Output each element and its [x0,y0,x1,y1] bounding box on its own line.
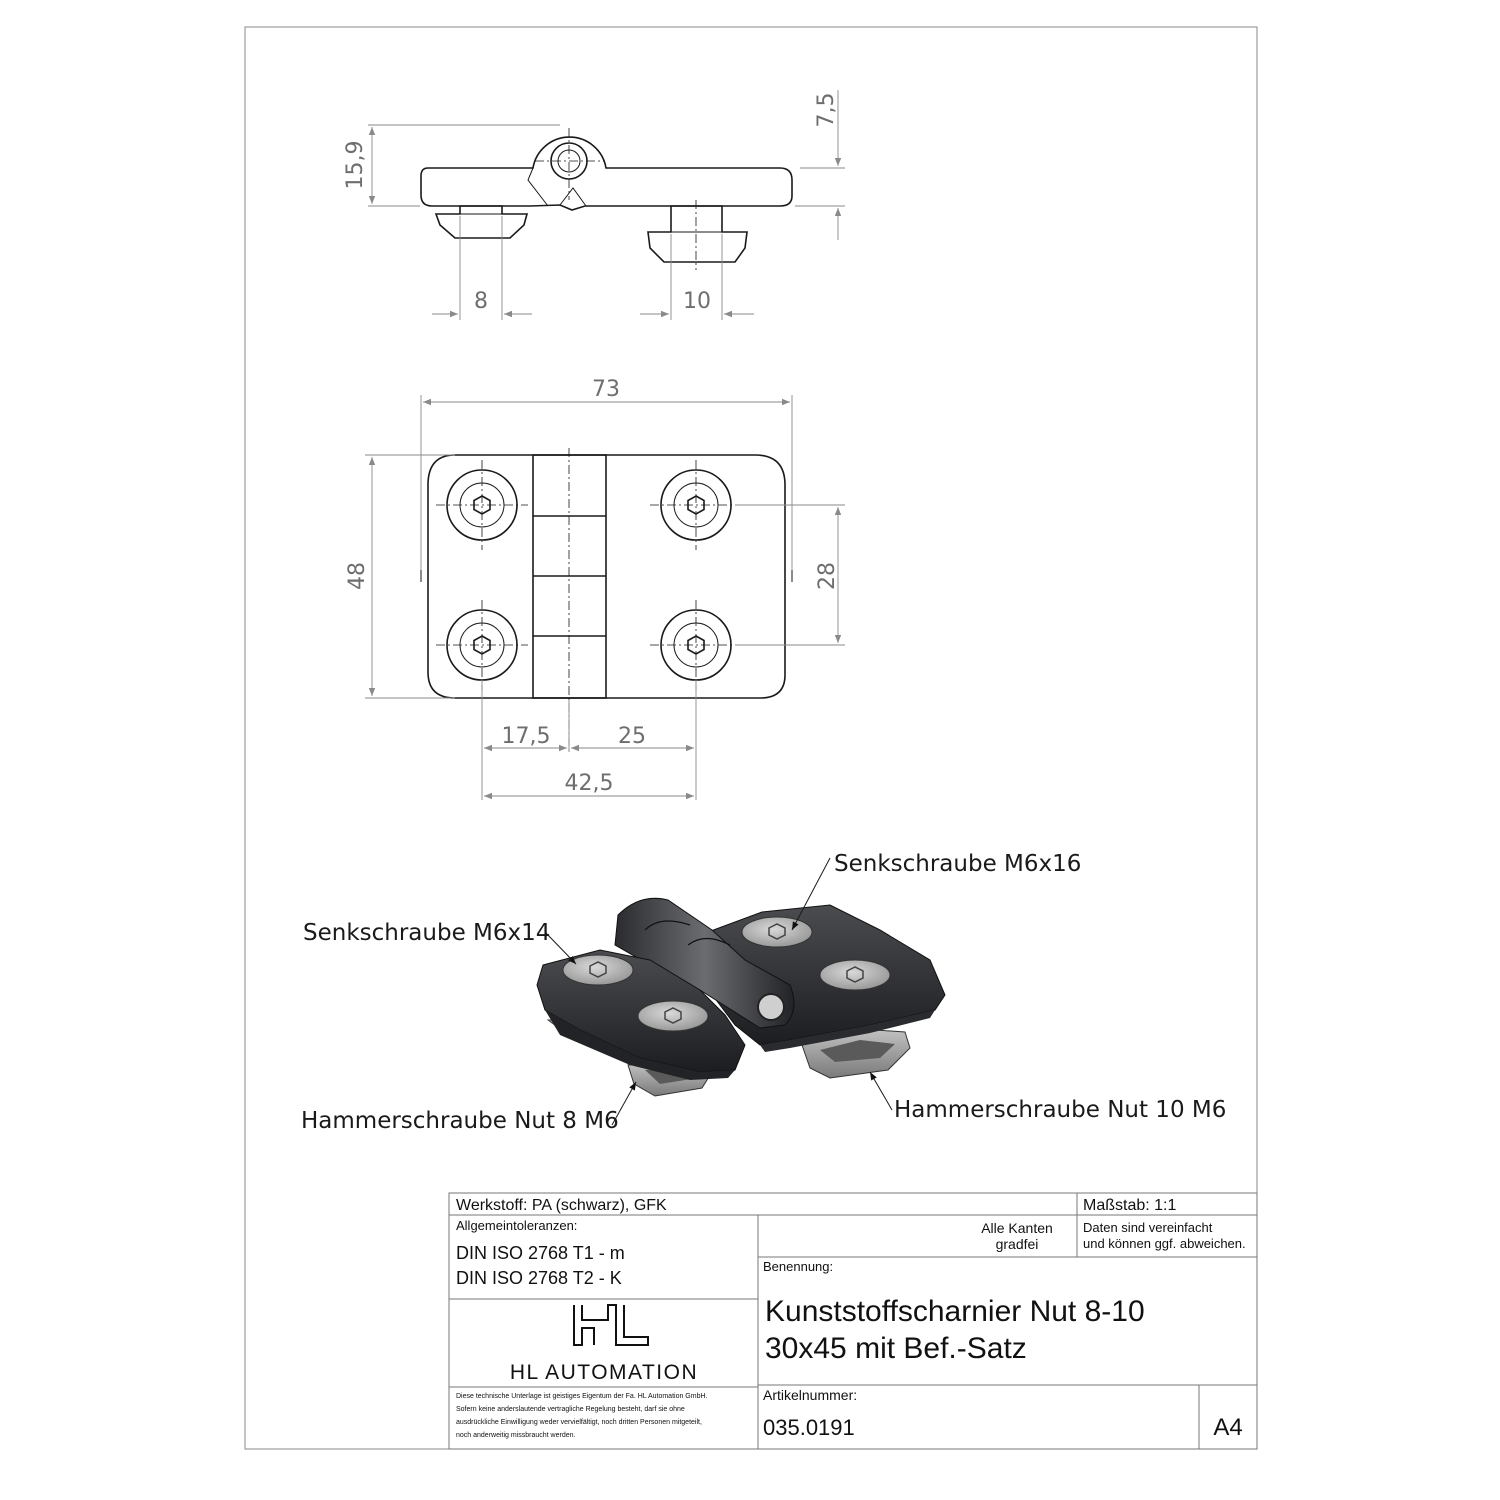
tb-tolerance-2: DIN ISO 2768 T2 - K [456,1268,622,1288]
t-nut-8-side [436,206,527,238]
hole-top-left [436,460,528,550]
dim-side-height: 15,9 [343,140,368,190]
label-hammer-screw-nut-10: Hammerschraube Nut 10 M6 [894,1097,1227,1123]
hole-bottom-right [650,600,742,690]
label-screw-m6x16: Senkschraube M6x16 [834,851,1082,877]
tb-article-number: 035.0191 [763,1415,855,1440]
dim-offset-left: 17,5 [501,724,551,749]
isometric-view [537,858,945,1125]
tb-note-1: Daten sind vereinfacht [1083,1220,1213,1235]
top-view-dimensions [345,377,845,800]
tb-name-label: Benennung: [763,1259,834,1274]
screw-m6x16-iso-2 [820,960,890,990]
t-nut-10-side [648,206,747,262]
title-block [449,1193,1257,1449]
tb-scale: Maßstab: 1:1 [1083,1197,1177,1214]
tb-tolerance-1: DIN ISO 2768 T1 - m [456,1243,625,1263]
tb-format: A4 [1213,1414,1243,1441]
tb-material: Werkstoff: PA (schwarz), GFK [456,1197,667,1214]
tb-legal-1: Diese technische Unterlage ist geistiges Eigentum der Fa. HL Automation GmbH. [456,1393,708,1400]
dim-side-pin: 7,5 [814,92,839,128]
dim-hole-spacing-h: 42,5 [564,771,614,796]
side-view-outline [421,137,792,210]
dim-nut-10: 10 [683,289,711,314]
side-view [421,128,792,270]
hole-top-right [650,460,742,550]
dim-hole-spacing-v: 28 [815,562,840,590]
screw-m6x16-iso-1 [742,917,812,947]
dim-height: 48 [345,562,370,590]
screw-m6x14-iso-2 [638,1001,708,1031]
tb-note-2: und können ggf. abweichen. [1083,1236,1246,1251]
tb-company: HL AUTOMATION [509,1361,699,1384]
tb-tolerances-label: Allgemeintoleranzen: [456,1218,578,1233]
hl-automation-logo [574,1305,648,1345]
dim-offset-right: 25 [618,724,646,749]
dim-nut-8: 8 [474,289,488,314]
hole-bottom-left [436,600,528,690]
tb-legal-3: ausdrückliche Einwilligung weder vervielfältigt, noch dritten Personen mitgeteilt, [456,1419,702,1426]
dim-width: 73 [592,377,620,402]
label-hammer-screw-nut-8: Hammerschraube Nut 8 M6 [301,1108,619,1134]
top-view [421,448,792,752]
hinge-pin-iso [758,994,784,1020]
tb-article-label: Artikelnummer: [763,1387,858,1403]
tb-edges-2: gradfei [995,1236,1039,1252]
tb-legal-2: Sofern keine anderslautende vertragliche Regelung besteht, darf sie ohne [456,1406,685,1413]
tb-name-2: 30x45 mit Bef.-Satz [765,1332,1027,1365]
tb-edges-1: Alle Kanten [981,1220,1053,1236]
tb-legal-4: noch anderweitig missbraucht werden. [456,1432,576,1439]
side-view-dimensions [343,90,845,320]
tb-name-1: Kunststoffscharnier Nut 8-10 [765,1295,1145,1328]
label-screw-m6x14: Senkschraube M6x14 [303,920,551,946]
screw-m6x14-iso-1 [563,955,633,985]
